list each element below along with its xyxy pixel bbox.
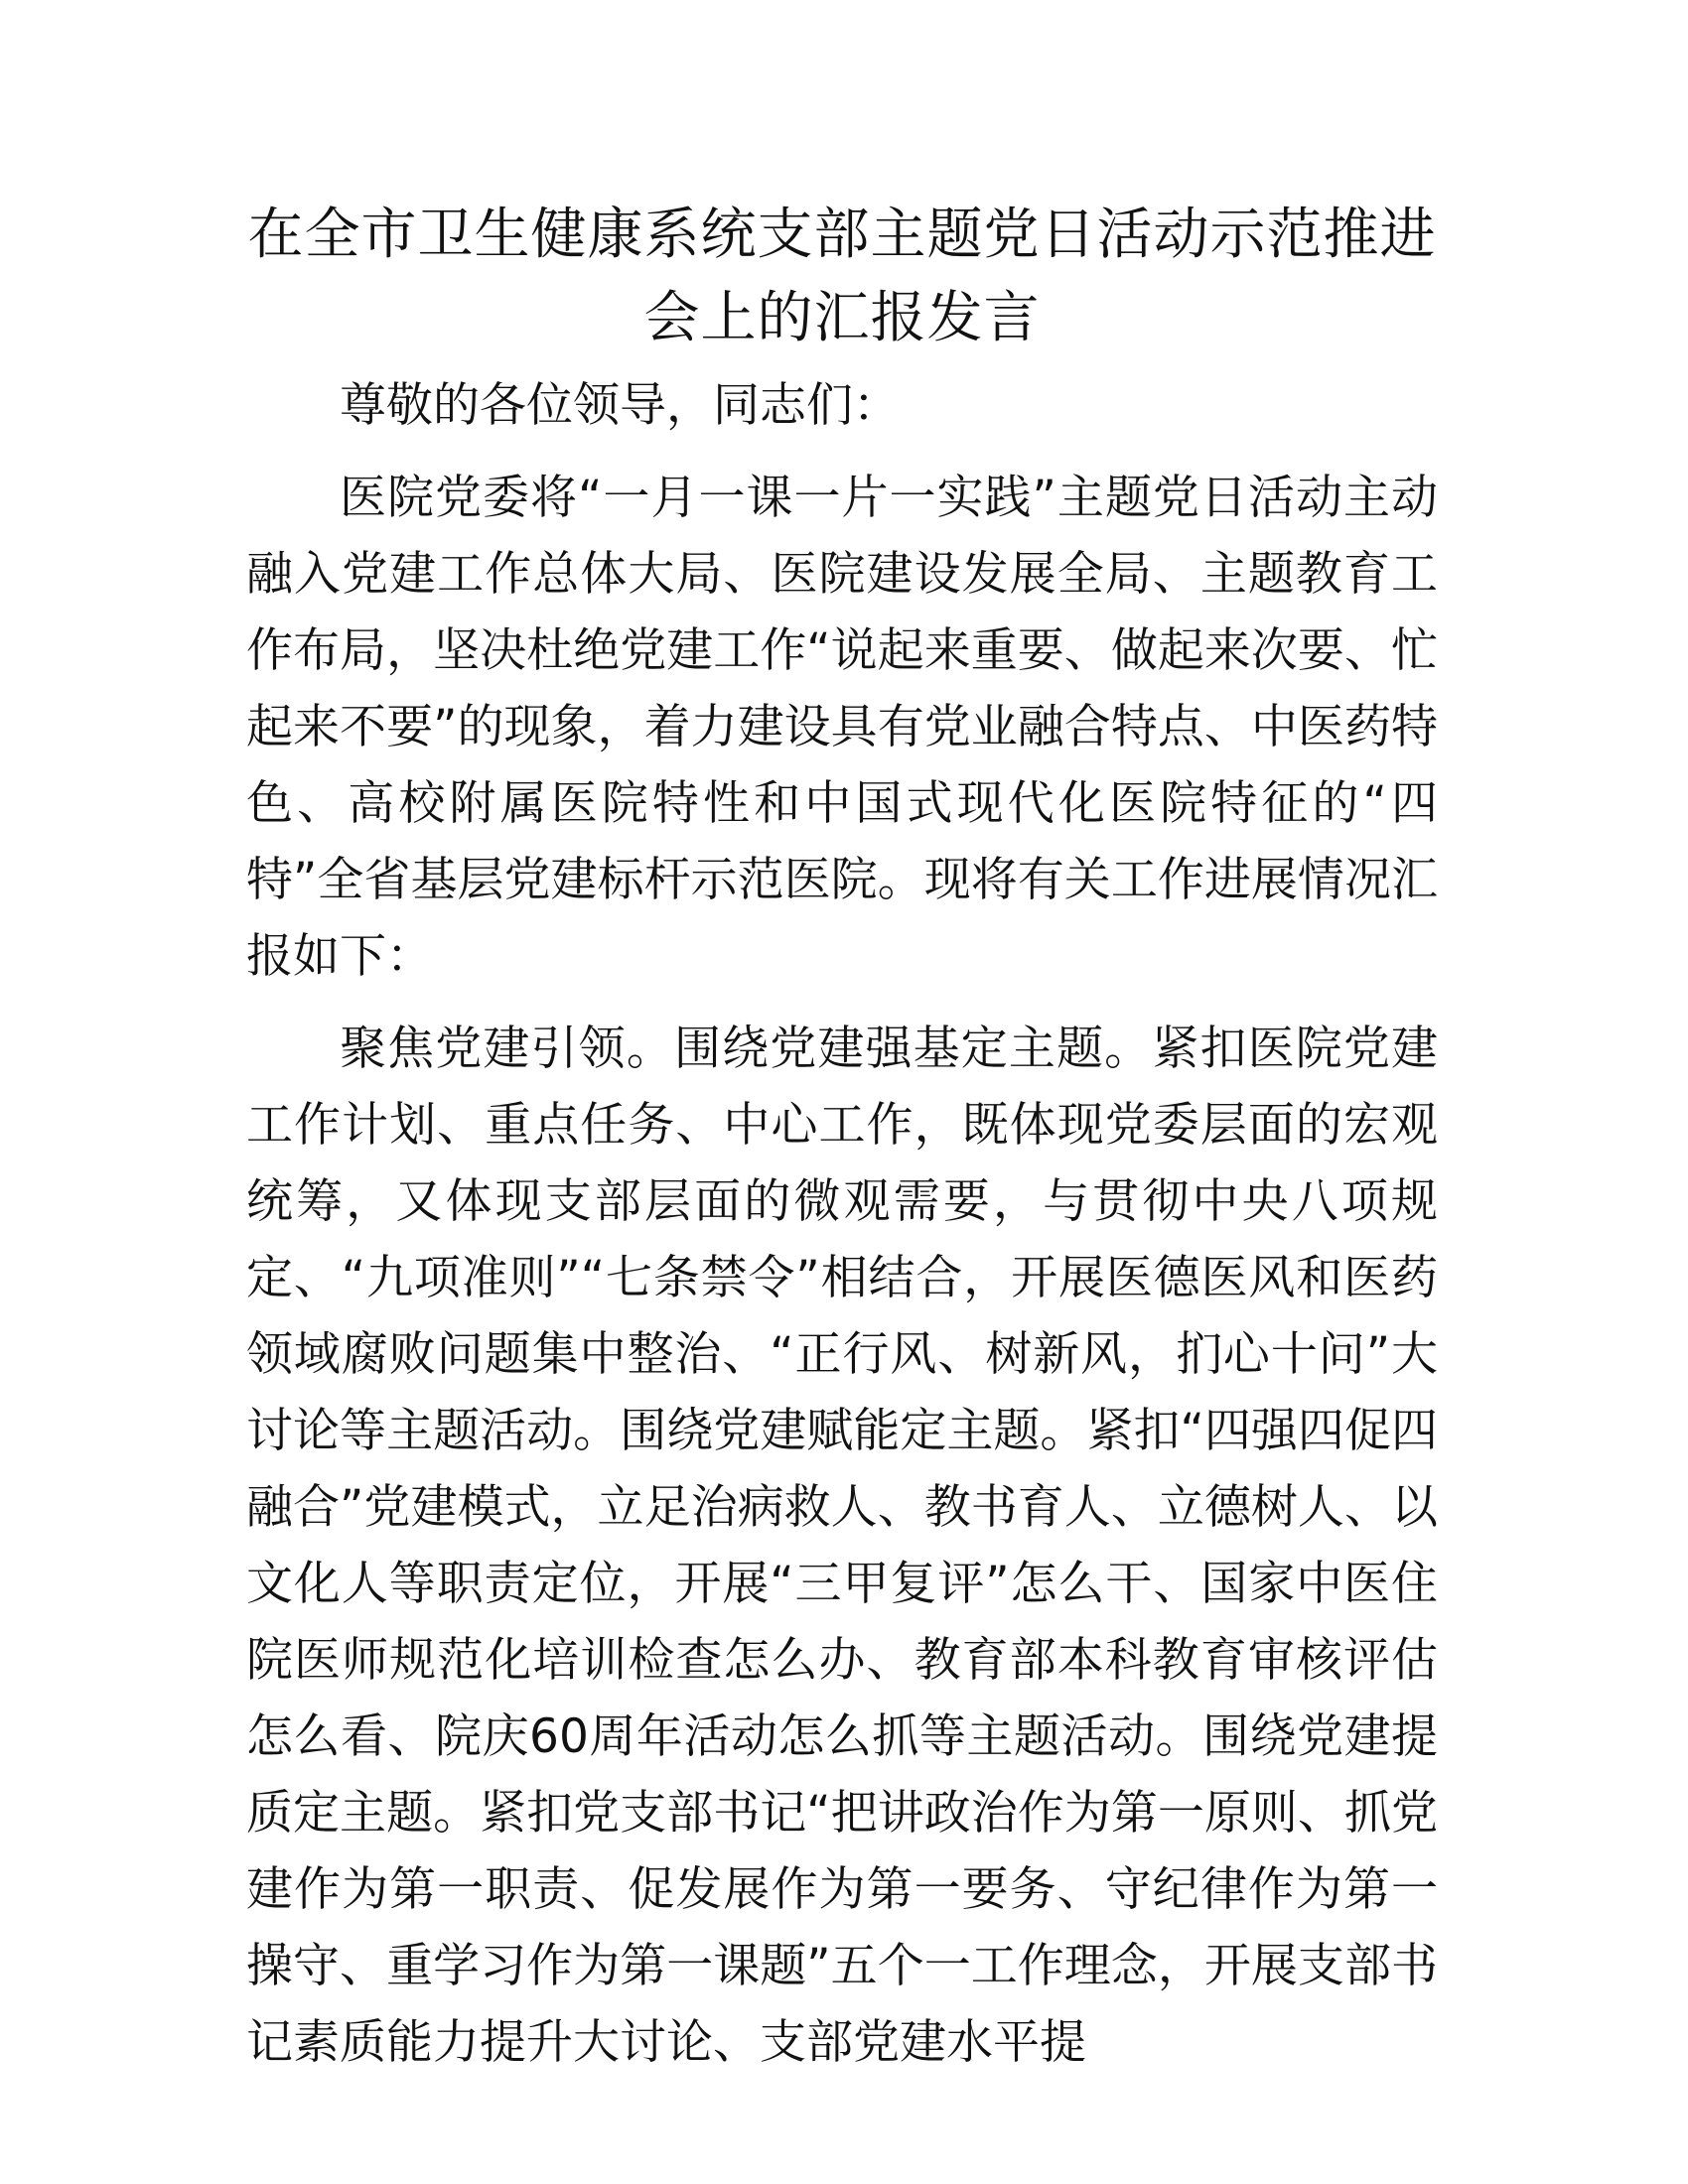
paragraph-party-building: 聚焦党建引领。围绕党建强基定主题。紧扣医院党建工作计划、重点任务、中心工作，既体现党委层面的宏观统筹，又体现支部层面的微观需要，与贯彻中央八项规定、“九项准则”“七条禁令”相结合，开展医德医风和医药领域腐败问题集中整治、“正行风、树新风，扪心十问”大讨论等主题活动。围绕党建赋能定主题。紧扣“四强四促四融合”党建模式，立足治病救人、教书育人、立德树人、以文化人等职责定位，开展“三甲复评”怎么干、国家中医住院医师规范化培训检查怎么办、教育部本科教育审核评估怎么看、院庆60周年活动怎么抓等主题活动。围绕党建提质定主题。紧扣党支部书记“把讲政治作为第一原则、抓党建作为第一职责、促发展作为第一要务、守纪律作为第一操守、重学习作为第一课题”五个一工作理念，开展支部书记素质能力提升大讨论、支部党建水平提 [246, 1022, 1438, 2070]
document-page [246, 194, 1438, 2081]
salutation: 尊敬的各位领导，同志们： [340, 378, 900, 433]
paragraph-intro: 医院党委将“一月一课一片一实践”主题党日活动主动融入党建工作总体大局、医院建设发展全局、主题教育工作布局，坚决杜绝党建工作“说起来重要、做起来次要、忙起来不要”的现象，着力建设具有党业融合特点、中医药特色、高校附属医院特性和中国式现代化医院特征的“四特”全省基层党建标杆示范医院。现将有关工作进展情况汇报如下： [246, 471, 1438, 984]
document-title: 在全市卫生健康系统支部主题党日活动示范推进会上的汇报发言 [247, 203, 1437, 350]
